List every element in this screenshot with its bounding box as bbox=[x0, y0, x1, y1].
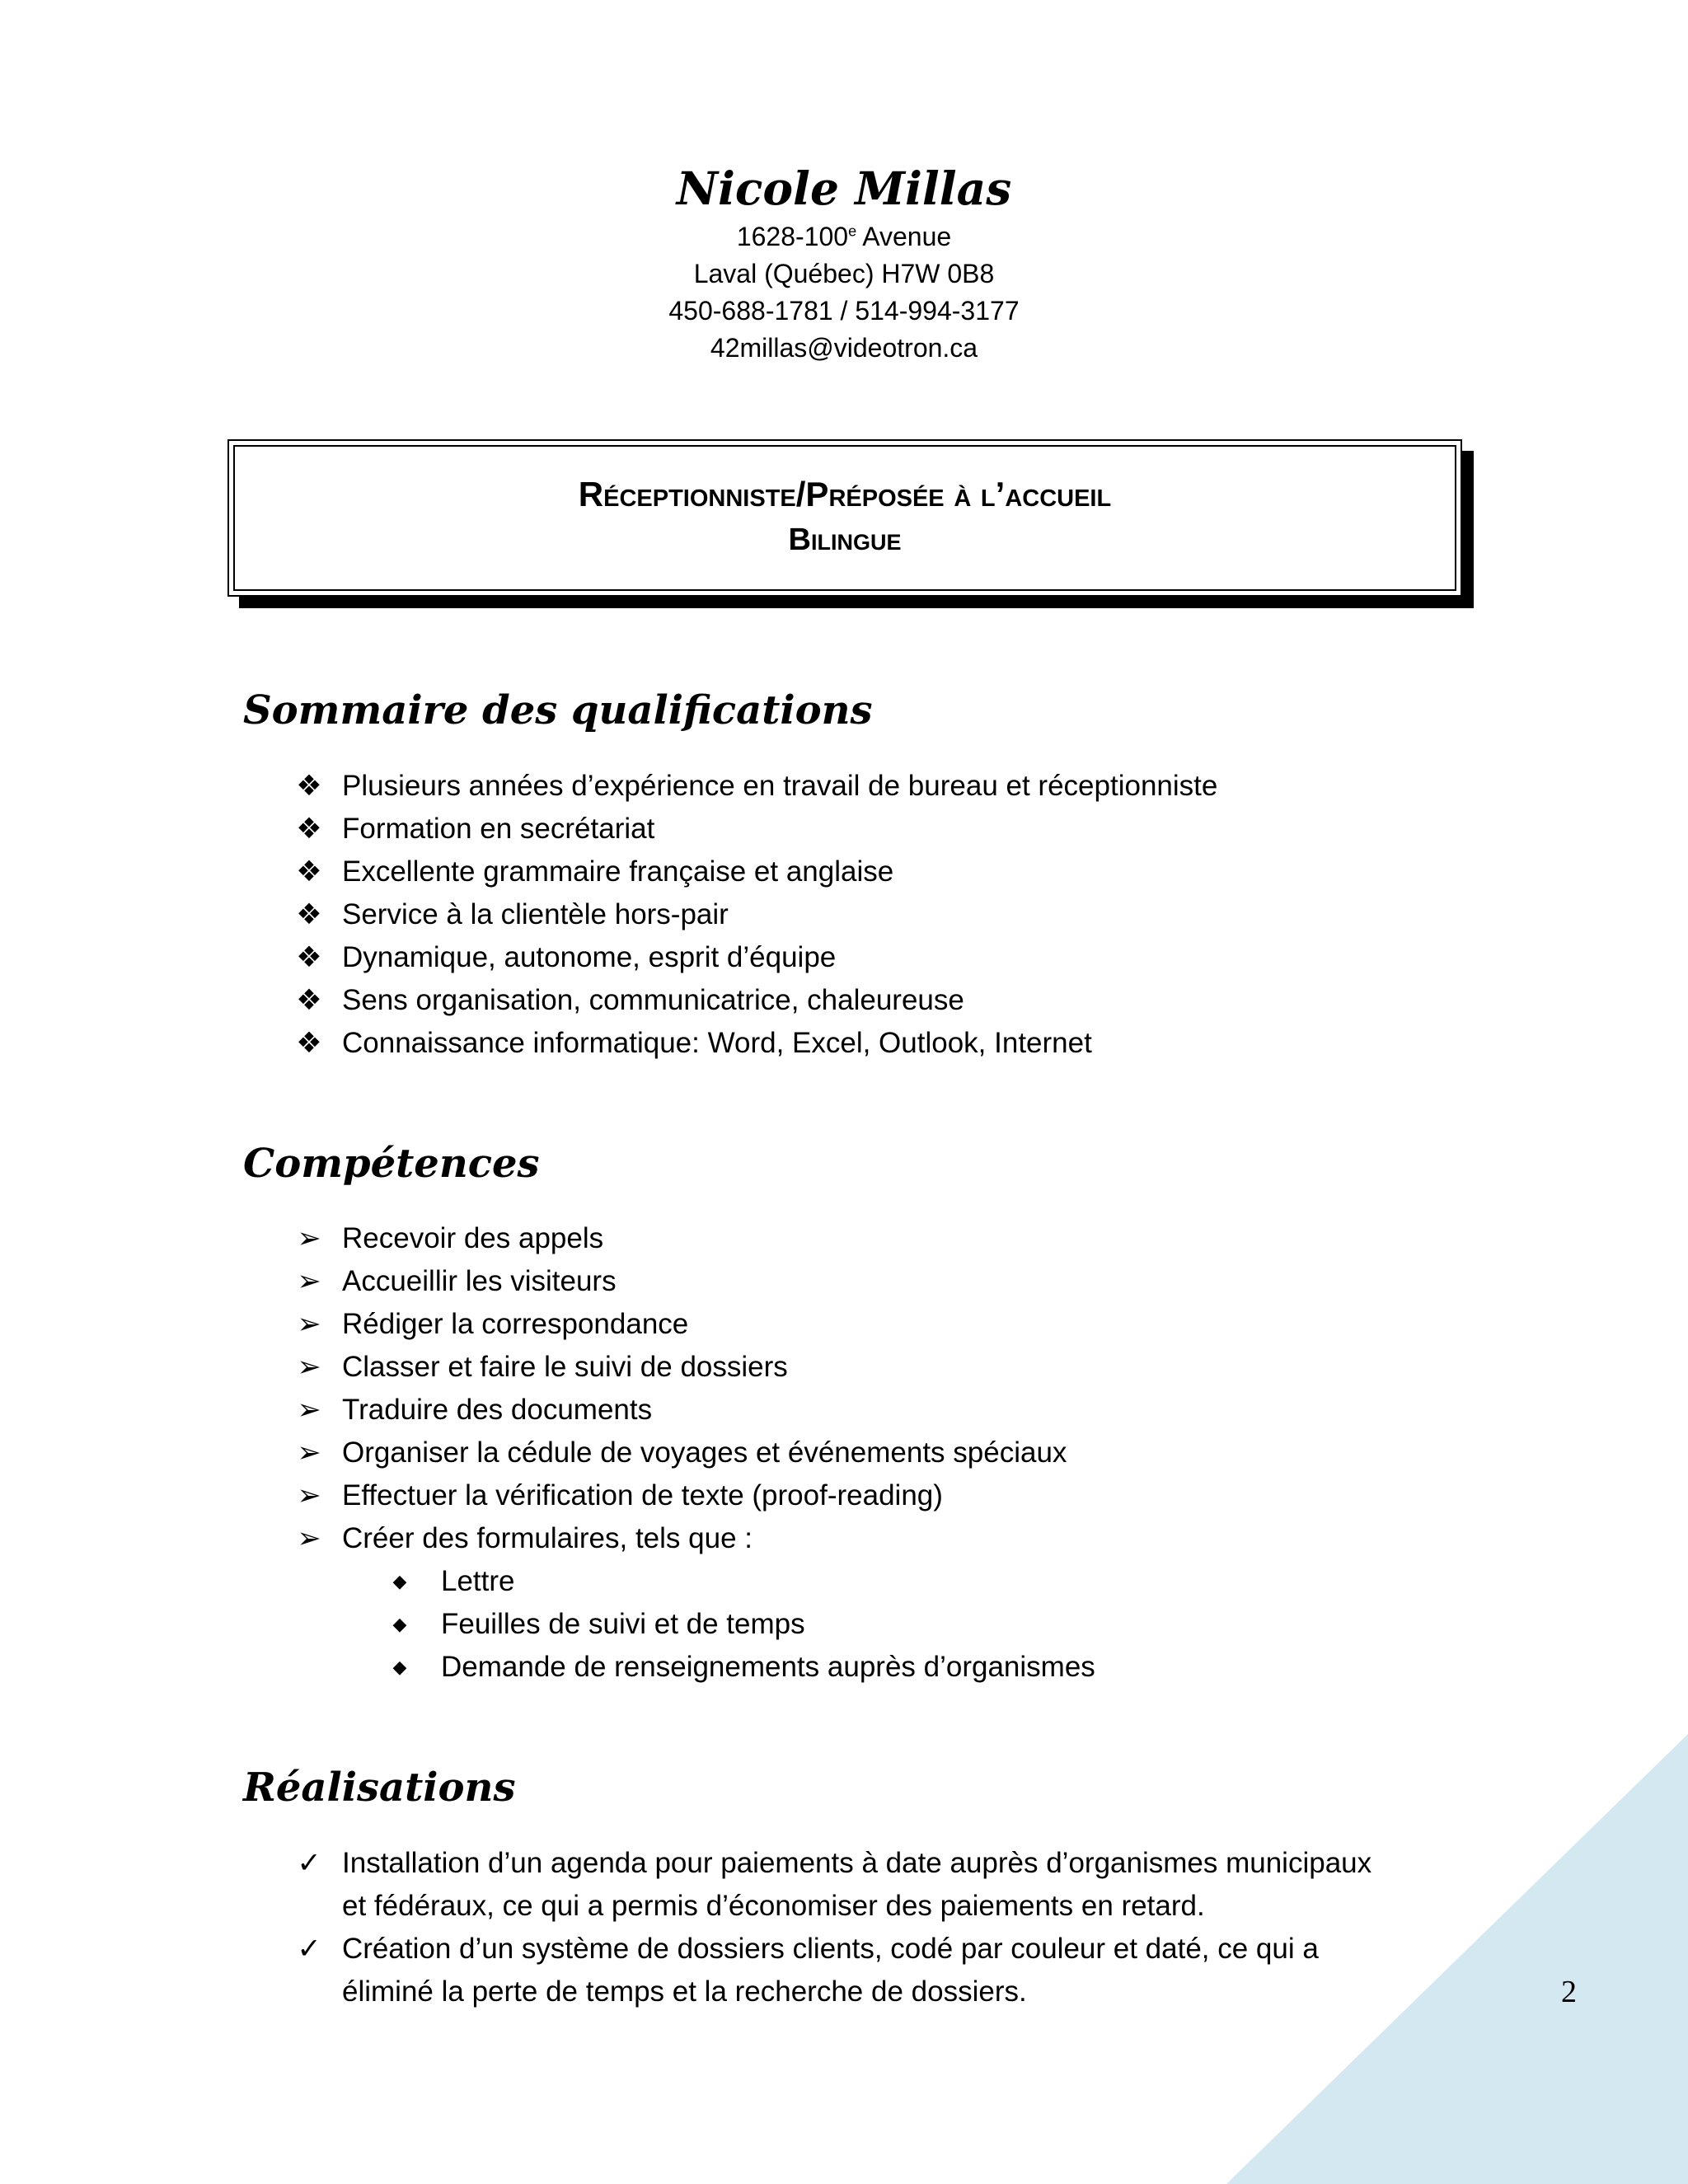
list-item: ➢ Organiser la cédule de voyages et événements spéciaux bbox=[293, 1432, 1067, 1474]
list-item: ❖ Excellente grammaire française et anglaise bbox=[293, 851, 1217, 893]
competences-list bbox=[293, 1217, 1067, 1560]
list-item: ❖ Service à la clientèle hors-pair bbox=[293, 893, 1217, 936]
small-diamond-icon: ◆ bbox=[392, 1614, 407, 1634]
address-superscript: e bbox=[848, 223, 857, 240]
arrowhead-icon: ➢ bbox=[297, 1308, 321, 1340]
forms-sublist bbox=[392, 1560, 1095, 1689]
list-item: ➢ Classer et faire le suivi de dossiers bbox=[293, 1346, 1067, 1389]
small-diamond-icon: ◆ bbox=[392, 1657, 407, 1677]
list-item: ✓ Installation d’un agenda pour paiements à date auprès d’organismes municipaux et fédéraux, ce qui a permis d’économiser des paiements en retard. bbox=[293, 1842, 1372, 1928]
section-title-qualifications: Sommaire des qualifications bbox=[243, 687, 873, 733]
list-item: ✓ Création d’un système de dossiers clients, codé par couleur et daté, ce qui a éliminé la perte de temps et la recherche de dossiers. bbox=[293, 1928, 1372, 2013]
section-title-realisations: Réalisations bbox=[243, 1765, 516, 1811]
list-item: ❖ Formation en secrétariat bbox=[293, 808, 1217, 851]
checkmark-icon: ✓ bbox=[297, 1847, 321, 1879]
list-item: ❖ Plusieurs années d’expérience en travail de bureau et réceptionniste bbox=[293, 765, 1217, 808]
arrowhead-icon: ➢ bbox=[297, 1222, 321, 1254]
page-number: 2 bbox=[1561, 1975, 1577, 2009]
list-item: ➢ Créer des formulaires, tels que : bbox=[293, 1517, 1067, 1560]
diamond-quad-icon: ❖ bbox=[296, 941, 322, 973]
job-subtitle: Bilingue bbox=[788, 523, 902, 557]
small-diamond-icon: ◆ bbox=[392, 1571, 407, 1591]
realisations-list bbox=[293, 1842, 1372, 2013]
job-title-box-inner-frame bbox=[233, 445, 1456, 591]
job-title-box bbox=[227, 439, 1462, 597]
list-item: ◆ Lettre bbox=[392, 1560, 1095, 1603]
list-item: ❖ Dynamique, autonome, esprit d’équipe bbox=[293, 936, 1217, 979]
list-item: ➢ Accueillir les visiteurs bbox=[293, 1260, 1067, 1303]
list-item: ❖ Connaissance informatique: Word, Excel, Outlook, Internet bbox=[293, 1022, 1217, 1065]
checkmark-icon: ✓ bbox=[297, 1933, 321, 1965]
arrowhead-icon: ➢ bbox=[297, 1394, 321, 1426]
arrowhead-icon: ➢ bbox=[297, 1522, 321, 1554]
address-city: Laval (Québec) H7W 0B8 bbox=[693, 259, 995, 288]
list-item: ◆ Demande de renseignements auprès d’organismes bbox=[392, 1646, 1095, 1689]
list-item: ➢ Effectuer la vérification de texte (proof-reading) bbox=[293, 1474, 1067, 1517]
job-title-box-frame bbox=[227, 439, 1462, 597]
list-item: ➢ Recevoir des appels bbox=[293, 1217, 1067, 1260]
diamond-quad-icon: ❖ bbox=[296, 984, 322, 1016]
arrowhead-icon: ➢ bbox=[297, 1351, 321, 1383]
address-number: 1628-100 bbox=[736, 222, 849, 251]
diamond-quad-icon: ❖ bbox=[296, 898, 322, 930]
contact-header bbox=[0, 159, 1688, 367]
list-item: ◆ Feuilles de suivi et de temps bbox=[392, 1603, 1095, 1646]
candidate-name: Nicole Millas bbox=[676, 162, 1012, 215]
email-address: 42millas@videotron.ca bbox=[710, 333, 978, 363]
list-item: ➢ Traduire des documents bbox=[293, 1389, 1067, 1432]
diamond-quad-icon: ❖ bbox=[296, 1027, 322, 1059]
arrowhead-icon: ➢ bbox=[297, 1479, 321, 1511]
section-title-competences: Compétences bbox=[243, 1141, 540, 1187]
diamond-quad-icon: ❖ bbox=[296, 770, 322, 802]
phone-numbers: 450-688-1781 / 514-994-3177 bbox=[668, 296, 1020, 326]
diamond-quad-icon: ❖ bbox=[296, 813, 322, 845]
qualifications-list bbox=[293, 765, 1217, 1065]
address-street-name: Avenue bbox=[856, 222, 952, 251]
list-item: ➢ Rédiger la correspondance bbox=[293, 1303, 1067, 1346]
job-title: Réceptionniste/Préposée à l’accueil bbox=[578, 475, 1112, 513]
arrowhead-icon: ➢ bbox=[297, 1436, 321, 1469]
diamond-quad-icon: ❖ bbox=[296, 855, 322, 888]
list-item: ❖ Sens organisation, communicatrice, chaleureuse bbox=[293, 979, 1217, 1022]
address-street bbox=[0, 218, 1688, 255]
arrowhead-icon: ➢ bbox=[297, 1265, 321, 1297]
